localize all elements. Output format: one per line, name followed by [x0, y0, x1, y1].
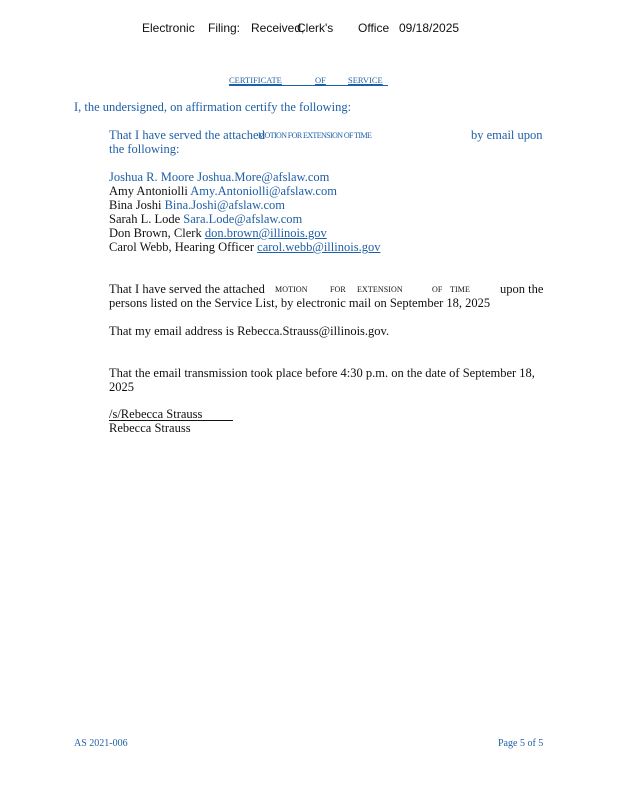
- list-item: [109, 170, 329, 185]
- intro-text: I, the undersigned, on affirmation certify the following:: [74, 100, 352, 114]
- list-item: [109, 212, 302, 227]
- recipient-name: Joshua R. Moore: [109, 170, 195, 184]
- list-item: [109, 240, 380, 255]
- footer-page-number: Page 5 of 5: [498, 738, 544, 749]
- para4-line2: 2025: [109, 380, 134, 394]
- list-item: [109, 198, 285, 213]
- para2-lead: That I have served the attached: [109, 282, 265, 296]
- recipient-email[interactable]: Joshua.More@afslaw.com: [197, 170, 330, 184]
- recipient-name: Don Brown, Clerk: [109, 226, 202, 240]
- para2-word-for: FOR: [330, 285, 346, 294]
- signature-line: /s/Rebecca Strauss: [109, 407, 203, 421]
- email-address-statement: That my email address is Rebecca.Strauss@illinois.gov.: [109, 324, 390, 338]
- para2-word-motion: MOTION: [275, 285, 308, 294]
- para2-line2: persons listed on the Service List, by electronic mail on September 18, 2025: [109, 296, 491, 310]
- certificate-underline: [229, 85, 388, 86]
- para2-word-of: OF: [432, 285, 443, 294]
- certificate-word-2: OF: [315, 75, 326, 85]
- header-word-clerks: Clerk's: [297, 21, 334, 35]
- header-word-filing: Filing:: [208, 21, 241, 35]
- list-item: [109, 184, 337, 199]
- para4-line1: That the email transmission took place before 4:30 p.m. on the date of September 18,: [109, 366, 535, 380]
- list-item: [109, 226, 327, 241]
- header-word-received: Received,: [251, 21, 305, 35]
- recipient-email-link[interactable]: carol.webb@illinois.gov: [257, 240, 381, 254]
- footer-case-number: AS 2021-006: [74, 738, 128, 749]
- recipient-name: Carol Webb, Hearing Officer: [109, 240, 255, 254]
- recipient-name: Sarah L. Lode: [109, 212, 181, 226]
- para2-tail: upon the: [500, 282, 544, 296]
- recipient-name: Bina Joshi: [109, 198, 162, 212]
- certificate-word-3: SERVICE: [348, 75, 383, 85]
- recipient-email[interactable]: Amy.Antoniolli@afslaw.com: [190, 184, 337, 198]
- para2-word-extension: EXTENSION: [357, 285, 403, 294]
- certificate-word-1: CERTIFICATE: [229, 75, 282, 85]
- signer-name: Rebecca Strauss: [109, 421, 191, 435]
- header-word-office: Office: [358, 21, 390, 35]
- para1-tail: by email upon: [471, 128, 543, 142]
- para1-document-title: MOTION FOR EXTENSION OF TIME: [258, 131, 372, 140]
- recipient-name: Amy Antoniolli: [109, 184, 188, 198]
- header-date: 09/18/2025: [399, 21, 460, 35]
- para1-lead: That I have served the attached: [109, 128, 265, 142]
- header-word-electronic: Electronic: [142, 21, 195, 35]
- para2-word-time: TIME: [450, 285, 470, 294]
- para1-line2: the following:: [109, 142, 180, 156]
- recipient-email[interactable]: Sara.Lode@afslaw.com: [183, 212, 303, 226]
- recipient-email-link[interactable]: don.brown@illinois.gov: [204, 226, 327, 240]
- recipient-email[interactable]: Bina.Joshi@afslaw.com: [164, 198, 285, 212]
